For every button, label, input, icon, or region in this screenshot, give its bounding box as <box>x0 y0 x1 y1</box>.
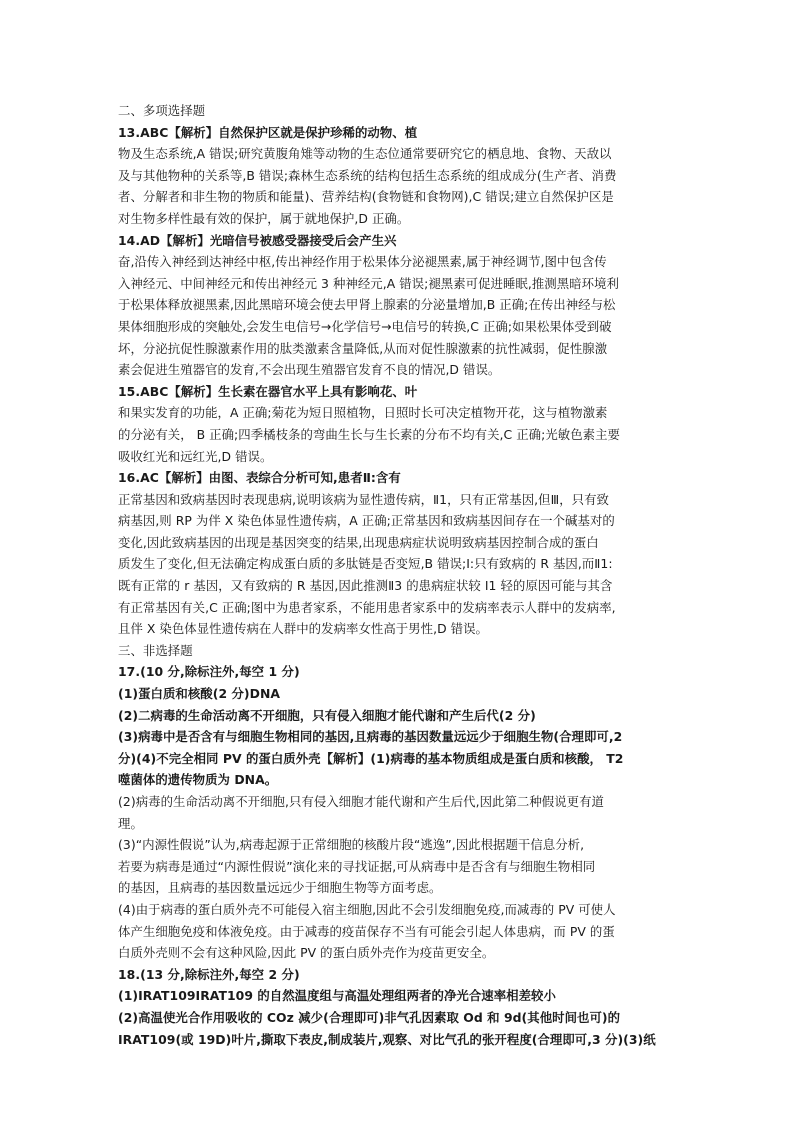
text-line: 若要为病毒是通过“内源性假说”演化来的寻找证据,可从病毒中是否含有与细胞生物相同 <box>118 858 596 874</box>
text-line: 噬菌体的遗传物质为 DNA。 <box>118 772 278 788</box>
text-line: 既有正常的 r 基因，又有致病的 R 基因,因此推测Ⅱ3 的患病症状较 I1 轻的原因可能与其含 <box>118 578 613 594</box>
text-line: 者、分解者和非生物的物质和能量)、营养结构(食物链和食物网),C 错误;建立自然保护区是 <box>118 189 614 205</box>
text-line: 正常基因和致病基因时表现患病,说明该病为显性遗传病，Ⅱ1，只有正常基因,但Ⅲ，只有致 <box>118 491 609 507</box>
text-line: 和果实发育的功能，A 正确;菊花为短日照植物，日照时长可决定植物开花，这与植物激素 <box>118 405 608 421</box>
text-line: IRAT109(或 19D)叶片,撕取下表皮,制成装片,观察、对比气孔的张开程度(合理即可,3 分)(3)纸 <box>118 1031 656 1047</box>
text-line: 对生物多样性最有效的保护，属于就地保护,D 正确。 <box>118 210 410 226</box>
text-line: 13.ABC【解析】自然保护区就是保护珍稀的动物、植 <box>118 124 418 140</box>
text-line: 16.AC【解析】由图、表综合分析可知,患者Ⅱ:含有 <box>118 470 401 486</box>
text-line: 二、多项选择题 <box>118 103 206 118</box>
text-line: 吸收红光和远红光,D 错误。 <box>118 448 273 464</box>
text-line: 18.(13 分,除标注外,每空 2 分) <box>118 966 300 982</box>
text-line: (1)IRAT109IRAT109 的自然温度组与高温处理组两者的净光合速率相差较小 <box>118 988 556 1004</box>
text-line: 果体细胞形成的突触处,会发生电信号→化学信号→电信号的转换,C 正确;如果松果体受到破 <box>118 318 612 334</box>
answer-text-block <box>118 100 684 1050</box>
text-line: 病基因,则 RP 为伴 X 染色体显性遗传病，A 正确;正常基因和致病基因间存在一个碱基对的 <box>118 513 615 529</box>
text-line: 白质外壳则不会有这种风险,因此 PV 的蛋白质外壳作为疫苗更安全。 <box>118 945 495 961</box>
text-line: 14.AD【解析】光暗信号被感受器接受后会产生兴 <box>118 232 397 248</box>
text-line: (1)蛋白质和核酸(2 分)DNA <box>118 686 281 702</box>
text-line: 变化,因此致病基因的出现是基因突变的结果,出现患病症状说明致病基因控制合成的蛋白 <box>118 534 599 550</box>
text-line: 的基因，且病毒的基因数量远远少于细胞生物等方面考虑。 <box>118 880 442 896</box>
text-line: 奋,沿传入神经到达神经中枢,传出神经作用于松果体分泌褪黑素,属于神经调节,图中包含传 <box>118 254 607 270</box>
text-line: 理。 <box>118 815 143 831</box>
text-line: 体产生细胞免疫和体液免疫。由于减毒的疫苗保存不当有可能会引起人体患病，而 PV 的蛋 <box>118 923 615 939</box>
text-line: 分)(4)不完全相同 PV 的蛋白质外壳【解析】(1)病毒的基本物质组成是蛋白质和核酸， T2 <box>118 750 624 766</box>
text-line: 素会促进生殖器官的发育,不会出现生殖器官发育不良的情况,D 错误。 <box>118 362 501 378</box>
text-line: 质发生了变化,但无法确定构成蛋白质的多肽链是否变短,B 错误;I:只有致病的 R 基因,而Ⅱ1: <box>118 556 613 572</box>
text-line: 入神经元、中间神经元和传出神经元 3 种神经元,A 错误;褪黑素可促进睡眠,推测黑暗环境利 <box>118 275 619 291</box>
text-line: (2)病毒的生命活动离不开细胞,只有侵入细胞才能代谢和产生后代,因此第二种假说更有道 <box>118 794 604 809</box>
text-line: (2)高温使光合作用吸收的 COz 减少(合理即可)非气孔因素取 Od 和 9d(其他时间也可)的 <box>118 1009 621 1025</box>
text-line: 15.ABC【解析】生长素在器官水平上具有影响花、叶 <box>118 383 418 399</box>
text-line: (3)病毒中是否含有与细胞生物相同的基因,且病毒的基因数量远远少于细胞生物(合理即可,2 <box>118 729 623 745</box>
text-line: 三、非选择题 <box>118 642 193 658</box>
text-line: (4)由于病毒的蛋白质外壳不可能侵入宿主细胞,因此不会引发细胞免疫,而减毒的 PV 可使人 <box>118 901 616 917</box>
text-line: 于松果体释放褪黑素,因此黑暗环境会使去甲肾上腺素的分泌量增加,B 正确;在传出神经与松 <box>118 297 616 313</box>
text-line: 及与其他物种的关系等,B 错误;森林生态系统的结构包括生态系统的组成成分(生产者、消费 <box>118 167 617 183</box>
text-line: 物及生态系统,A 错误;研究黄腹角雉等动物的生态位通常要研究它的栖息地、食物、天敌以 <box>118 146 612 162</box>
text-line: (3)“内源性假说”认为,病毒起源于正常细胞的核酸片段“逃逸”,因此根据题干信息分析, <box>118 837 585 853</box>
text-line: 的分泌有关， B 正确;四季橘枝条的弯曲生长与生长素的分布不均有关,C 正确;光敏色素主要 <box>118 426 620 442</box>
text-line: 坏，分泌抗促性腺激素作用的肽类激素含量降低,从而对促性腺激素的抗性减弱，促性腺激 <box>118 340 608 356</box>
text-line: 有正常基因有关,C 正确;图中为患者家系，不能用患者家系中的发病率表示人群中的发病率, <box>118 599 616 615</box>
text-line: (2)二病毒的生命活动离不开细胞，只有侵入细胞才能代谢和产生后代(2 分) <box>118 707 536 723</box>
text-line: 且伴 X 染色体显性遗传病在人群中的发病率女性高于男性,D 错误。 <box>118 621 488 637</box>
text-line: 17.(10 分,除标注外,每空 1 分) <box>118 664 300 680</box>
